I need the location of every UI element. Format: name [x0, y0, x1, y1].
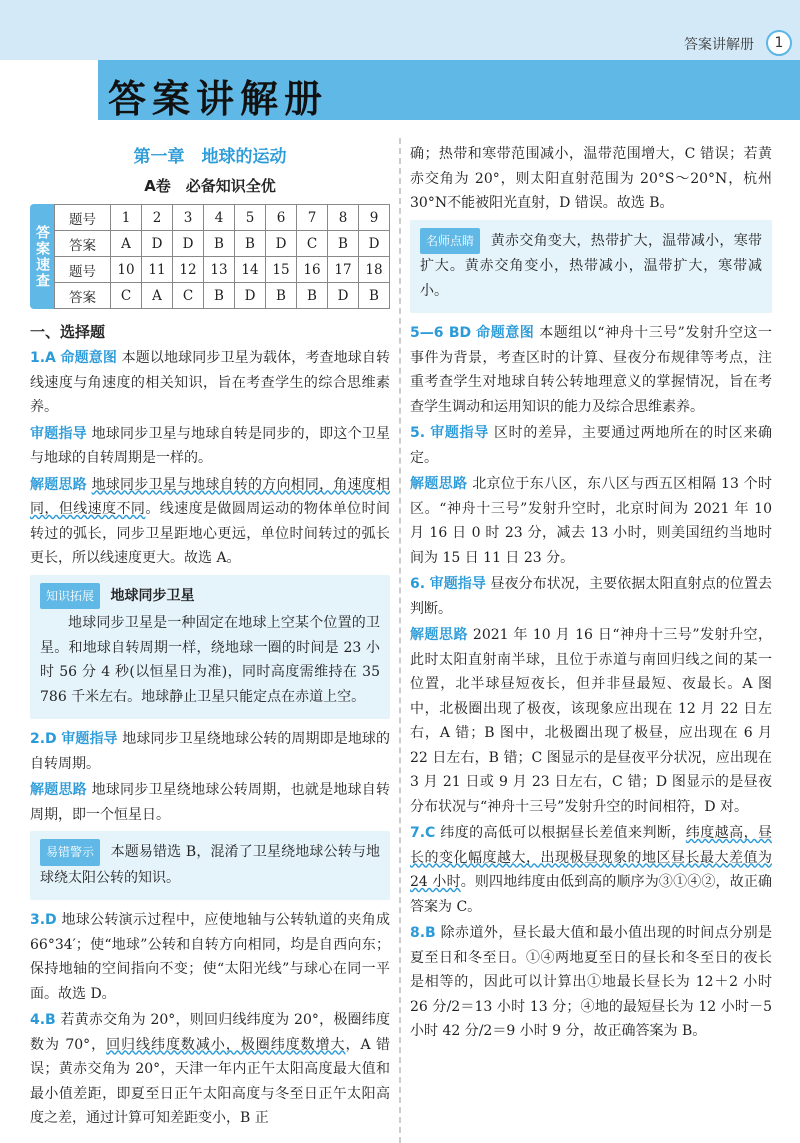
- box-title: 地球同步卫星: [110, 587, 195, 604]
- table-row: [55, 283, 390, 309]
- answer-table: [54, 204, 390, 309]
- answer-4: [30, 1008, 390, 1131]
- answer-cell: D: [142, 231, 173, 257]
- question-number-cell: 10: [111, 257, 142, 283]
- answer-text: 地球同步卫星绕地球公转的周期即是地球的自转周期。: [30, 731, 391, 772]
- answer-text: 地球公转演示过程中，应使地轴与公转轨道的夹角成 66°34′；使“地球”公转和自转方向相同，均是自西向东；保持地轴的空间指向不变；使“太阳光线”与球心在同一平面。故选 D。: [30, 912, 390, 1002]
- answer-1: [30, 346, 390, 420]
- answer-text: 若黄赤交角为 20°，则回归线纬度为 20°，极圈纬度数为 70°，: [30, 1012, 391, 1053]
- question-number: 2.D: [30, 731, 57, 747]
- answer-6-solution: [410, 623, 772, 819]
- box-chip-label: 知识拓展: [40, 583, 100, 610]
- answer-cell: C: [173, 283, 204, 309]
- answer-text: 除赤道外，昼长最大值和最小值出现的时间点分别是夏至日和冬至日。①④两地夏至日的昼长和冬至日的夜长是相等的，因此可以计算出①地最长昼长为 12＋2 小时 26 分/2＝13 小时 13 分；④地的最短昼长为 12 小时－5 小时 42 分/2＝9 小时 9 分，故正确答案为 B。: [410, 925, 773, 1039]
- answer-text: 纬度的高低可以根据昼长差值来判断，: [440, 825, 686, 841]
- answer-7: [410, 821, 772, 919]
- answer-text: 区时的差异，主要通过两地所在的时区来确定。: [410, 425, 773, 466]
- table-header-cell: 答案: [55, 283, 111, 309]
- question-number: 1.A: [30, 350, 56, 366]
- answer-text: 地球同步卫星与地球自转是同步的，即这个卫星与地球的自转周期是一样的。: [30, 425, 391, 466]
- answer-cell: B: [297, 283, 328, 309]
- question-number-cell: 7: [297, 205, 328, 231]
- page-number: 1: [766, 30, 792, 56]
- answer-cell: D: [266, 231, 297, 257]
- question-number-cell: 8: [328, 205, 359, 231]
- chapter-title: 第一章 地球的运动: [133, 147, 287, 167]
- question-number-cell: 15: [266, 257, 297, 283]
- answer-cell: B: [266, 283, 297, 309]
- question-number-cell: 14: [235, 257, 266, 283]
- section-heading: 一、选择题: [30, 323, 106, 341]
- box-chip-label: 名师点睛: [420, 228, 480, 255]
- tag-label: 解题思路: [30, 782, 87, 798]
- table-row: [55, 257, 390, 283]
- tag-label: 解题思路: [410, 627, 468, 643]
- question-number: 5—6 BD: [410, 325, 472, 341]
- question-number: 8.B: [410, 925, 436, 941]
- question-number-cell: 11: [142, 257, 173, 283]
- answer-cell: B: [328, 231, 359, 257]
- table-header-cell: 答案: [55, 231, 111, 257]
- answer-1-solution: [30, 473, 390, 571]
- answer-2-solution: [30, 778, 390, 827]
- question-number-cell: 2: [142, 205, 173, 231]
- tag-label: 解题思路: [410, 476, 468, 492]
- question-number-cell: 16: [297, 257, 328, 283]
- answer-cell: B: [204, 283, 235, 309]
- table-header-cell: 题号: [55, 257, 111, 283]
- answer-4-continued: 确；热带和寒带范围减小，温带范围增大，C 错误；若黄赤交角为 20°，则太阳直射范围为 20°S～20°N，杭州30°N不能被阳光直射，D 错误。故选 B。: [410, 146, 772, 211]
- tag-label: 审题指导: [30, 425, 87, 442]
- table-row: [55, 231, 390, 257]
- answer-cell: D: [173, 231, 204, 257]
- tag-label: 审题指导: [430, 425, 489, 441]
- answer-text: 本题以地球同步卫星为载体，考查地球自转线速度与角速度的相关知识，旨在考查学生的综合思维素养。: [30, 350, 391, 415]
- question-number-cell: 12: [173, 257, 204, 283]
- answer-cell: D: [328, 283, 359, 309]
- box-text: 本题易错选 B，混淆了卫星绕地球公转与地球绕太阳公转的知识。: [40, 844, 380, 886]
- answer-2: [30, 727, 390, 776]
- answer-cell: B: [235, 231, 266, 257]
- teacher-tip-box: [410, 220, 772, 314]
- question-number-cell: 4: [204, 205, 235, 231]
- page-title: 答案讲解册: [108, 77, 329, 121]
- answer-quick-check: [30, 204, 390, 309]
- page-header: [0, 0, 800, 60]
- question-number: 4.B: [30, 1012, 56, 1028]
- answer-cell: B: [204, 231, 235, 257]
- tag-label: 命题意图: [60, 350, 118, 366]
- header-section-label: 答案讲解册: [684, 37, 754, 53]
- tag-label: 解题思路: [30, 476, 87, 493]
- answer-cell: D: [359, 231, 390, 257]
- question-number-cell: 18: [359, 257, 390, 283]
- question-number-cell: 5: [235, 205, 266, 231]
- answer-6: [410, 572, 772, 621]
- box-chip-label: 易错警示: [40, 839, 100, 866]
- question-number-cell: 1: [111, 205, 142, 231]
- question-number-cell: 9: [359, 205, 390, 231]
- answer-3: [30, 908, 390, 1006]
- answer-5: [410, 421, 772, 470]
- box-text: 黄赤交角变大，热带扩大，温带减小，寒带扩大。黄赤交角变小，热带减小，温带扩大，寒带减小。: [420, 232, 763, 299]
- answer-text: ，A 错误；黄赤交角为 20°，天津一年内正午太阳高度最大值和最小值差距，即夏至日正午太阳高度与冬至日正午太阳高度之差，通过计算可知差距变小，B 正: [30, 1036, 391, 1126]
- answer-text: 地球同步卫星绕地球公转周期，也就是地球自转周期，即一个恒星日。: [30, 782, 391, 823]
- answer-5-solution: [410, 472, 772, 570]
- question-number: 7.C: [410, 825, 436, 841]
- answer-8: [410, 921, 772, 1044]
- table-header-cell: 题号: [55, 205, 111, 231]
- section-subtitle: A卷 必备知识全优: [144, 177, 276, 195]
- answer-cell: C: [111, 283, 142, 309]
- question-number-cell: 3: [173, 205, 204, 231]
- answer-text: 北京位于东八区，东八区与西五区相隔 13 个时区。“神舟十三号”发射升空时，北京时间为 2021 年 10 月 16 日 0 时 23 分，减去 13 小时，则美国纽约当地时间为 15 日 11 日 23 分。: [410, 476, 773, 566]
- answer-cell: D: [235, 283, 266, 309]
- answer-text: 。线速度是做圆周运动的物体单位时间转过的弧长，同步卫星距地心更远，单位时间转过的弧长更长，所以线速度更大。故选 A。: [30, 501, 391, 566]
- table-row: [55, 205, 390, 231]
- answer-text: 2021 年 10 月 16 日“神舟十三号”发射升空，此时太阳直射南半球，且位于赤道与南回归线之间的某一位置，北半球昼短夜长，但并非昼最短、夜最长。A 图中，北极圈出现了极夜，该现象应出现在 12 月 22 日左右，A 错；B 图中，北极圈出现了极昼，应出现在 6 月 22 日左右，B 错；C 图显示的是昼夜平分状况，应出现在 3 月 21 日或 9 月 23 日左右，C 错；D 图显示的是昼夜分布状况与“神舟十三号”发射升空的时间相符，D 对。: [410, 627, 773, 815]
- question-number-cell: 6: [266, 205, 297, 231]
- question-number-cell: 17: [328, 257, 359, 283]
- answer-cell: C: [297, 231, 328, 257]
- answer-5-6: [410, 321, 772, 419]
- title-banner-left-block: [0, 60, 98, 120]
- column-divider: [399, 138, 401, 1143]
- answer-table-side-label: 答案速查: [30, 204, 54, 309]
- error-warning-box: [30, 831, 390, 900]
- answer-cell: A: [111, 231, 142, 257]
- question-number: 6.: [410, 576, 426, 592]
- highlighted-text: 地球同步卫星与地球自转的方向相同，角速度相同，但线速度不同: [30, 476, 391, 517]
- answer-text: 。则四地纬度由低到高的顺序为③①④②，故正确答案为 C。: [410, 874, 773, 915]
- answer-cell: A: [142, 283, 173, 309]
- tag-label: 审题指导: [61, 731, 118, 747]
- tag-label: 命题意图: [476, 325, 535, 341]
- box-text: 地球同步卫星是一种固定在地球上空某个位置的卫星。和地球自转周期一样，绕地球一圈的时间是 23 小时 56 分 4 秒(以恒星日为准)，同时高度需维持在 35 786 千米左右。地球静止卫星只能定点在赤道上空。: [40, 615, 380, 705]
- highlighted-text: 纬度越高，昼长的变化幅度越大，出现极昼现象的地区昼长最大差值为 24 小时: [410, 825, 773, 890]
- question-number: 3.D: [30, 912, 57, 928]
- left-column: [30, 142, 390, 1133]
- answer-text: 本题组以“神舟十三号”发射升空这一事件为背景，考查区时的计算、昼夜分布规律等考点，注重考查学生对地球自转公转地理意义的掌握情况，旨在考查学生调动和运用知识的能力及综合思维素养。: [410, 325, 773, 415]
- answer-cell: B: [359, 283, 390, 309]
- knowledge-extension-box: [30, 575, 390, 720]
- question-number-cell: 13: [204, 257, 235, 283]
- question-number: 5.: [410, 425, 426, 441]
- title-banner: [0, 60, 800, 120]
- tag-label: 审题指导: [429, 576, 486, 592]
- answer-1-guide: [30, 422, 390, 471]
- highlighted-text: 回归线纬度数减小，极圈纬度数增大: [106, 1036, 346, 1053]
- answer-text: 昼夜分布状况，主要依据太阳直射点的位置去判断。: [410, 576, 773, 617]
- right-column: [410, 142, 772, 1046]
